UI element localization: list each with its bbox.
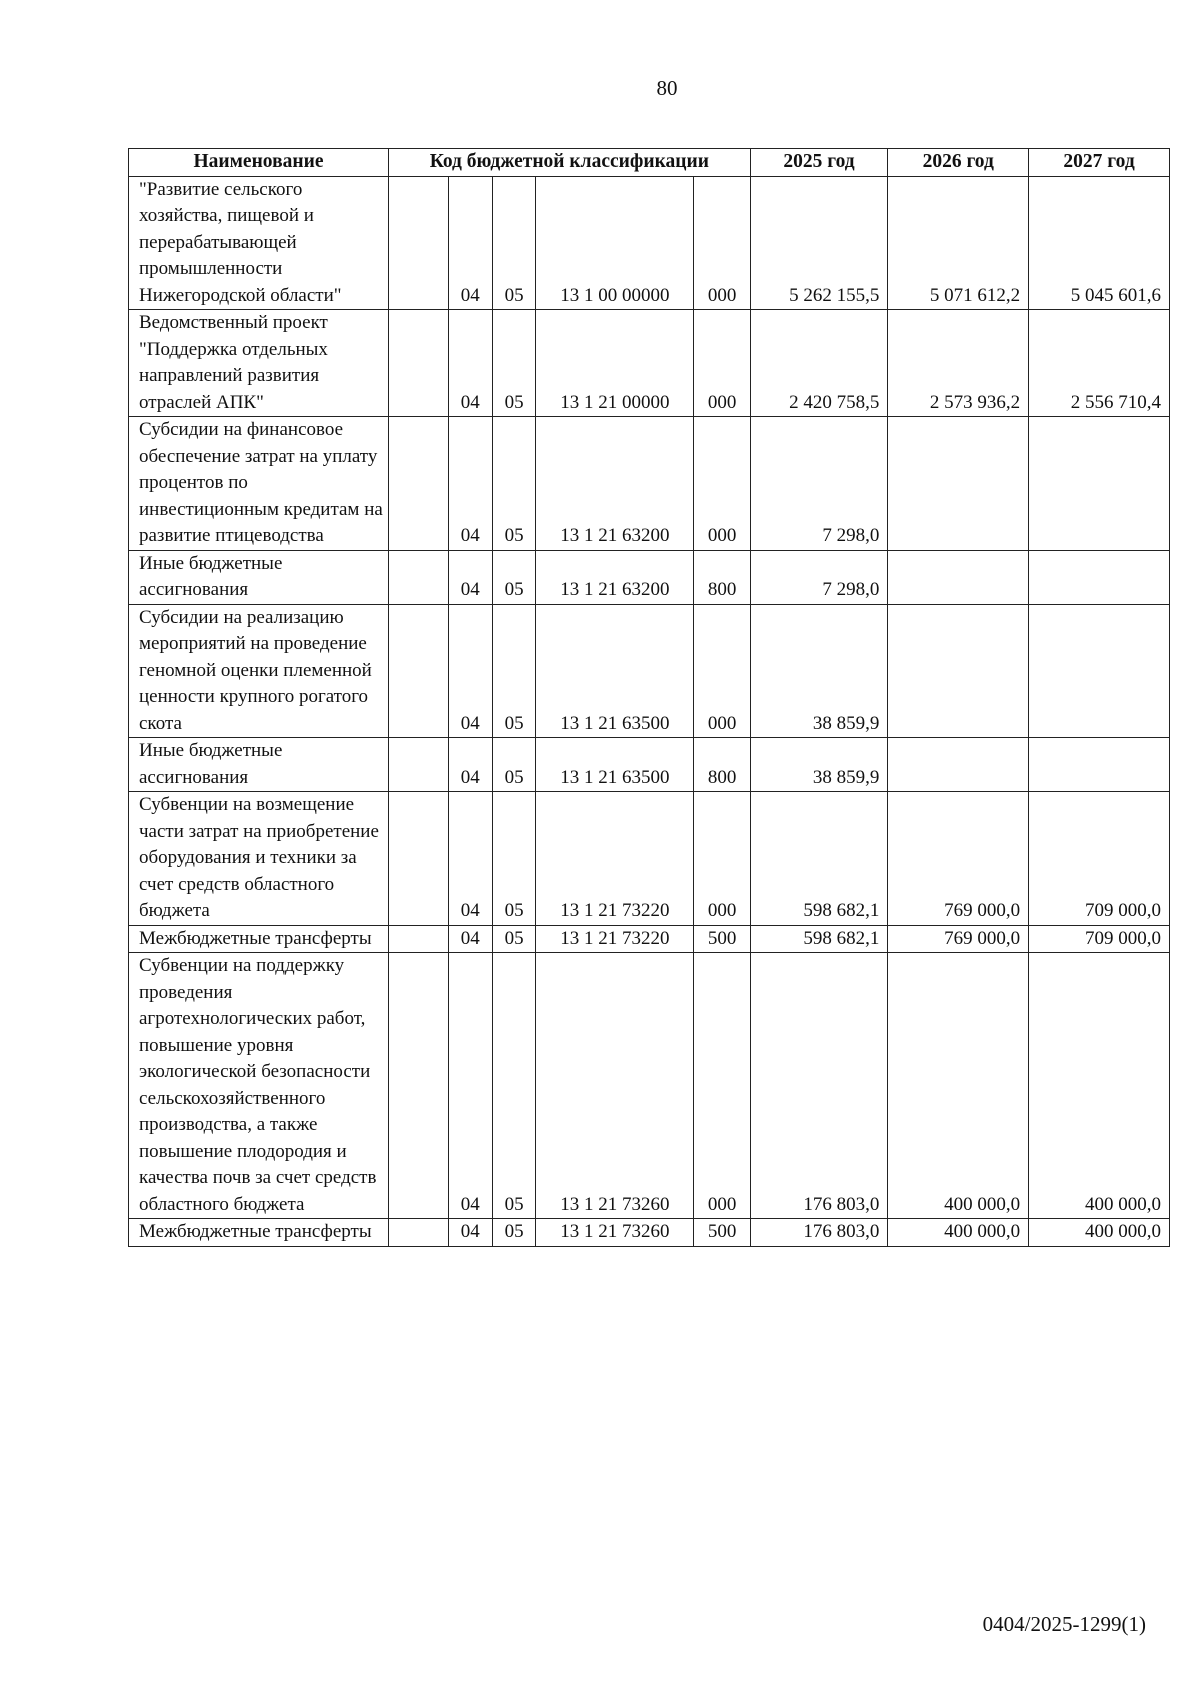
budget-table <box>128 148 1170 1247</box>
row-name: Межбюджетные трансферты <box>129 1219 389 1247</box>
row-name: Субсидии на финансовое обеспечение затрат на уплату процентов по инвестиционным кредитам на развитие птицеводства <box>129 417 389 551</box>
code-part-2: 04 <box>448 604 492 738</box>
code-part-3: 05 <box>492 925 535 953</box>
code-part-3: 05 <box>492 550 535 604</box>
code-part-2: 04 <box>448 925 492 953</box>
code-part-4: 13 1 21 63500 <box>536 604 694 738</box>
code-part-1 <box>388 1219 448 1247</box>
value-2025: 5 262 155,5 <box>750 176 888 310</box>
value-2026 <box>888 604 1029 738</box>
code-part-4: 13 1 21 63200 <box>536 550 694 604</box>
code-part-1 <box>388 925 448 953</box>
header-code: Код бюджетной классификации <box>388 149 750 177</box>
row-name: Субсидии на реализацию мероприятий на проведение геномной оценки племенной ценности крупного рогатого скота <box>129 604 389 738</box>
code-part-5: 500 <box>694 1219 750 1247</box>
value-2025: 176 803,0 <box>750 1219 888 1247</box>
table-row <box>129 738 1170 792</box>
value-2026 <box>888 417 1029 551</box>
table-row <box>129 925 1170 953</box>
value-2025: 7 298,0 <box>750 550 888 604</box>
code-part-4: 13 1 21 63500 <box>536 738 694 792</box>
code-part-4: 13 1 21 73220 <box>536 792 694 926</box>
value-2027: 709 000,0 <box>1029 792 1170 926</box>
code-part-1 <box>388 604 448 738</box>
code-part-2: 04 <box>448 550 492 604</box>
code-part-5: 500 <box>694 925 750 953</box>
code-part-1 <box>388 310 448 417</box>
header-2025: 2025 год <box>750 149 888 177</box>
code-part-5: 000 <box>694 604 750 738</box>
code-part-4: 13 1 21 00000 <box>536 310 694 417</box>
page-number: 80 <box>656 76 678 100</box>
value-2026 <box>888 738 1029 792</box>
code-part-5: 000 <box>694 792 750 926</box>
code-part-3: 05 <box>492 176 535 310</box>
row-name: Субвенции на поддержку проведения агротехнологических работ, повышение уровня экологической безопасности сельскохозяйственного производства, а также повышение плодородия и качества почв за счет средств областного бюджета <box>129 953 389 1219</box>
code-part-3: 05 <box>492 1219 535 1247</box>
table-row <box>129 176 1170 310</box>
value-2027 <box>1029 738 1170 792</box>
value-2025: 2 420 758,5 <box>750 310 888 417</box>
value-2027 <box>1029 417 1170 551</box>
header-2027: 2027 год <box>1029 149 1170 177</box>
code-part-5: 800 <box>694 550 750 604</box>
table-header-row <box>129 149 1170 177</box>
header-2026: 2026 год <box>888 149 1029 177</box>
code-part-3: 05 <box>492 792 535 926</box>
value-2027: 5 045 601,6 <box>1029 176 1170 310</box>
value-2026: 769 000,0 <box>888 925 1029 953</box>
table-row <box>129 604 1170 738</box>
value-2027 <box>1029 550 1170 604</box>
code-part-5: 800 <box>694 738 750 792</box>
code-part-2: 04 <box>448 417 492 551</box>
value-2027: 709 000,0 <box>1029 925 1170 953</box>
code-part-3: 05 <box>492 953 535 1219</box>
table-row <box>129 792 1170 926</box>
code-part-5: 000 <box>694 953 750 1219</box>
table-body <box>129 176 1170 1246</box>
code-part-2: 04 <box>448 953 492 1219</box>
row-name: Иные бюджетные ассигнования <box>129 550 389 604</box>
code-part-1 <box>388 550 448 604</box>
value-2025: 7 298,0 <box>750 417 888 551</box>
code-part-2: 04 <box>448 792 492 926</box>
table-row <box>129 1219 1170 1247</box>
code-part-1 <box>388 738 448 792</box>
value-2027: 400 000,0 <box>1029 1219 1170 1247</box>
value-2025: 598 682,1 <box>750 925 888 953</box>
code-part-4: 13 1 00 00000 <box>536 176 694 310</box>
code-part-4: 13 1 21 73260 <box>536 953 694 1219</box>
code-part-4: 13 1 21 73220 <box>536 925 694 953</box>
code-part-2: 04 <box>448 310 492 417</box>
row-name: Межбюджетные трансферты <box>129 925 389 953</box>
table-row <box>129 310 1170 417</box>
code-part-1 <box>388 953 448 1219</box>
row-name: "Развитие сельского хозяйства, пищевой и перерабатывающей промышленности Нижегородской области" <box>129 176 389 310</box>
value-2026: 5 071 612,2 <box>888 176 1029 310</box>
code-part-4: 13 1 21 63200 <box>536 417 694 551</box>
code-part-1 <box>388 792 448 926</box>
code-part-1 <box>388 176 448 310</box>
value-2027: 400 000,0 <box>1029 953 1170 1219</box>
code-part-5: 000 <box>694 176 750 310</box>
value-2025: 38 859,9 <box>750 604 888 738</box>
row-name: Иные бюджетные ассигнования <box>129 738 389 792</box>
value-2025: 176 803,0 <box>750 953 888 1219</box>
value-2026 <box>888 550 1029 604</box>
value-2026: 2 573 936,2 <box>888 310 1029 417</box>
table-row <box>129 550 1170 604</box>
value-2025: 598 682,1 <box>750 792 888 926</box>
code-part-5: 000 <box>694 310 750 417</box>
table-row <box>129 417 1170 551</box>
value-2026: 769 000,0 <box>888 792 1029 926</box>
value-2027 <box>1029 604 1170 738</box>
value-2025: 38 859,9 <box>750 738 888 792</box>
code-part-2: 04 <box>448 1219 492 1247</box>
code-part-2: 04 <box>448 738 492 792</box>
code-part-5: 000 <box>694 417 750 551</box>
table-row <box>129 953 1170 1219</box>
value-2027: 2 556 710,4 <box>1029 310 1170 417</box>
code-part-3: 05 <box>492 738 535 792</box>
header-name: Наименование <box>129 149 389 177</box>
code-part-3: 05 <box>492 417 535 551</box>
row-name: Субвенции на возмещение части затрат на приобретение оборудования и техники за счет средств областного бюджета <box>129 792 389 926</box>
value-2026: 400 000,0 <box>888 1219 1029 1247</box>
value-2026: 400 000,0 <box>888 953 1029 1219</box>
code-part-2: 04 <box>448 176 492 310</box>
code-part-1 <box>388 417 448 551</box>
code-part-3: 05 <box>492 310 535 417</box>
code-part-3: 05 <box>492 604 535 738</box>
code-part-4: 13 1 21 73260 <box>536 1219 694 1247</box>
row-name: Ведомственный проект "Поддержка отдельных направлений развития отраслей АПК" <box>129 310 389 417</box>
document-code: 0404/2025-1299(1) <box>982 1612 1146 1636</box>
